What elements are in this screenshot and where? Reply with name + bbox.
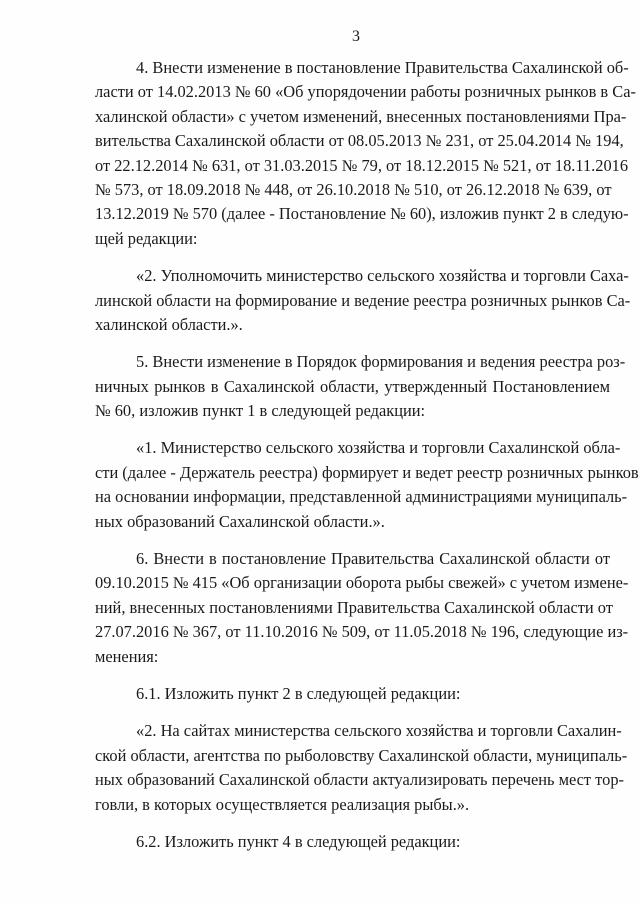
- text-line: № 573, от 18.09.2018 № 448, от 26.10.2018 № 510, от 26.12.2018 № 639, от: [95, 179, 612, 199]
- text-line: 09.10.2015 № 415 «Об организации оборота рыбы свежей» с учетом измене-: [95, 573, 629, 593]
- text-line: халинской области» с учетом изменений, внесенных постановлениями Пра-: [95, 106, 627, 126]
- text-line: № 60, изложив пункт 1 в следующей редакции:: [95, 401, 426, 421]
- text-line: 4. Внести изменение в постановление Правительства Сахалинской об-: [136, 58, 629, 77]
- text-line: 6. Внести в постановление Правительства Сахалинской области от: [136, 549, 610, 569]
- paragraph-quote-1: [95, 436, 639, 534]
- text-line: на основании информации, представленной администрациями муниципаль-: [95, 487, 628, 507]
- text-line: «2. На сайтах министерства сельского хозяйства и торговли Сахалин-: [136, 721, 622, 741]
- text-line: говли, в которых осуществляется реализация рыбы.».: [95, 794, 470, 814]
- paragraph-quote-6-1: [95, 719, 628, 817]
- paragraph-item-6: [95, 547, 629, 669]
- text-line: сти (далее - Держатель реестра) формирует и ведет реестр розничных рынков: [95, 462, 639, 482]
- document-body: [95, 56, 639, 867]
- text-line: 6.1. Изложить пункт 2 в следующей редакции:: [136, 683, 461, 703]
- paragraph-quote-2: [95, 264, 631, 337]
- text-line: ных образований Сахалинской области актуализировать перечень мест тор-: [95, 770, 624, 790]
- paragraph-item-5: [95, 350, 626, 423]
- text-line: «1. Министерство сельского хозяйства и торговли Сахалинской обла-: [136, 438, 621, 458]
- text-line: «2. Уполномочить министерство сельского хозяйства и торговли Саха-: [136, 266, 629, 286]
- text-line: 13.12.2019 № 570 (далее - Постановление № 60), изложив пункт 2 в следую-: [95, 204, 629, 224]
- paragraph-item-6-2: [95, 830, 610, 854]
- text-line: ний, внесенных постановлениями Правительства Сахалинской области от: [95, 597, 613, 617]
- text-line: ласти от 14.02.2013 № 60 «Об упорядочении работы розничных рынков в Са-: [95, 82, 636, 102]
- text-line: 27.07.2016 № 367, от 11.10.2016 № 509, от 11.05.2018 № 196, следующие из-: [95, 622, 629, 642]
- paragraph-item-4: [95, 56, 636, 251]
- text-line: щей редакции:: [95, 228, 198, 248]
- text-line: 5. Внести изменение в Порядок формирования и ведения реестра роз-: [136, 352, 626, 372]
- text-line: халинской области.».: [95, 314, 243, 334]
- page-number: 3: [352, 28, 360, 45]
- text-line: ской области, агентства по рыболовству Сахалинской области, муниципаль-: [95, 745, 628, 765]
- paragraph-item-6-1: [95, 682, 610, 706]
- text-line: ных образований Сахалинской области.».: [95, 511, 385, 531]
- text-line: линской области на формирование и ведение реестра розничных рынков Са-: [95, 290, 631, 310]
- text-line: ничных рынков в Сахалинской области, утвержденный Постановлением: [95, 376, 610, 396]
- text-line: менения:: [95, 646, 159, 666]
- text-line: 6.2. Изложить пункт 4 в следующей редакции:: [136, 831, 461, 851]
- text-line: от 22.12.2014 № 631, от 31.03.2015 № 79, от 18.12.2015 № 521, от 18.11.2016: [95, 155, 629, 175]
- text-line: вительства Сахалинской области от 08.05.2013 № 231, от 25.04.2014 № 194,: [95, 131, 624, 151]
